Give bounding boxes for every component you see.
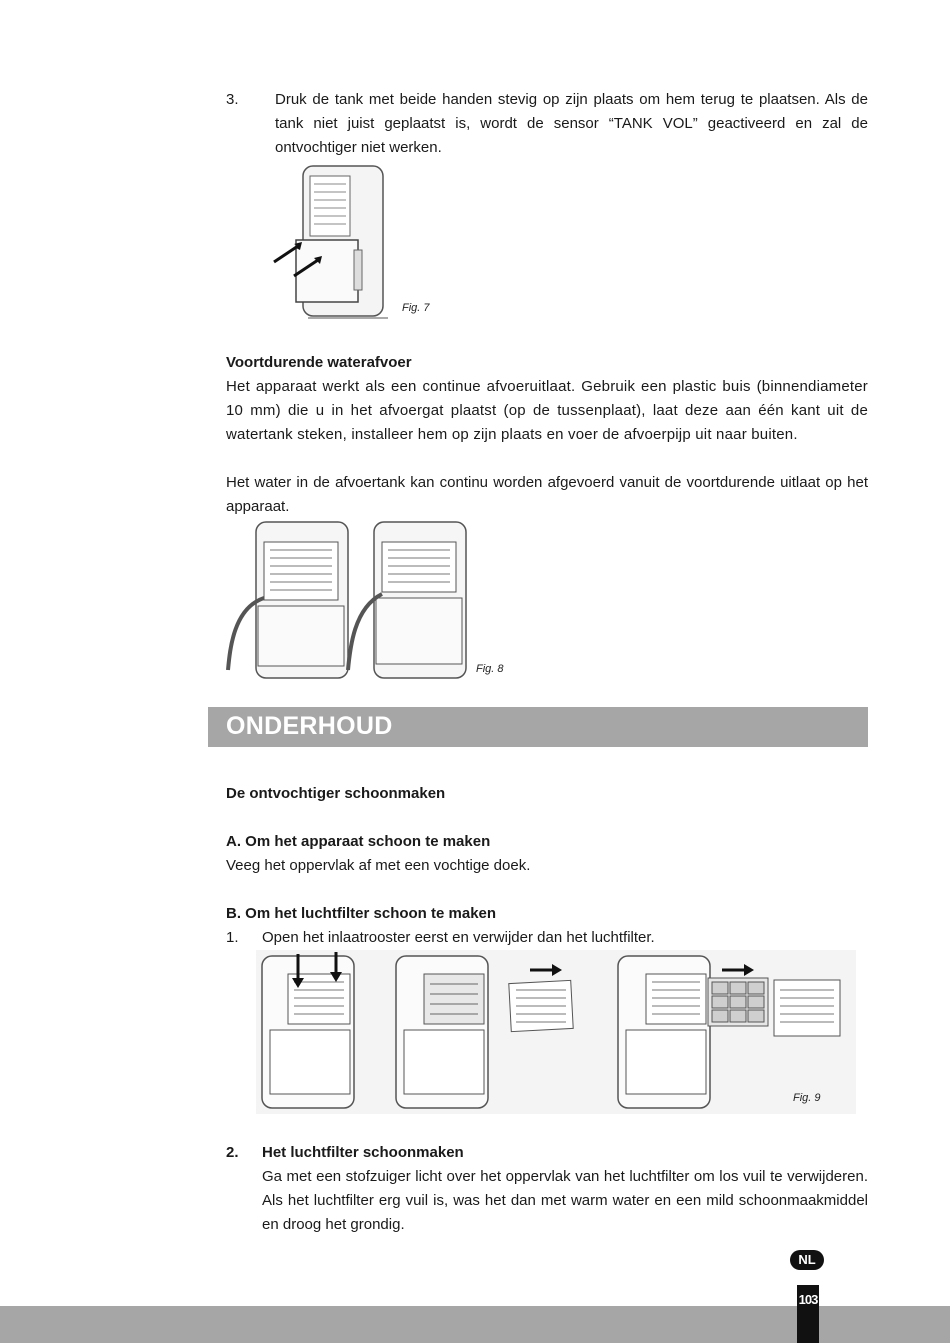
unit-right xyxy=(348,522,466,678)
drain-paragraph-1: Het apparaat werkt als een continue afvoeruitlaat. Gebruik een plastic buis (binnendiameter 10 mm) die u in het afvoergat plaatst (op de tussenplaat), laat deze aan één kant uit de watertank steken, installeer hem op zijn plaats en voer de afvoerpijp uit naar buiten. xyxy=(226,378,868,443)
section-header-bar xyxy=(208,707,868,747)
step-2-heading: Het luchtfilter schoonmaken xyxy=(262,1144,464,1161)
step-2-text: Ga met een stofzuiger licht over het oppervlak van het luchtfilter om los vuil te verwijderen. Als het luchtfilter erg vuil is, was het dan met warm water en een mild schoonmaakmiddel en droog het grondig. xyxy=(262,1168,868,1233)
unit-1 xyxy=(262,952,354,1108)
drain-heading: Voortdurende waterafvoer xyxy=(226,354,412,371)
section-title: ONDERHOUD xyxy=(226,712,393,740)
cleaning-heading: De ontvochtiger schoonmaken xyxy=(226,785,446,802)
figure-9-filter-removal xyxy=(256,950,856,1114)
step-number: 1. xyxy=(226,929,239,946)
figure-7-dehumidifier-tank xyxy=(268,162,398,324)
cleaning-a-text: Veeg het oppervlak af met een vochtige doek. xyxy=(226,857,531,874)
figure-7-caption: Fig. 7 xyxy=(402,302,430,314)
cleaning-b1-text: Open het inlaatrooster eerst en verwijder dan het luchtfilter. xyxy=(262,929,655,946)
cleaning-b-heading: B. Om het luchtfilter schoon te maken xyxy=(226,905,497,922)
cleaning-a-heading: A. Om het apparaat schoon te maken xyxy=(226,833,491,850)
unit-left xyxy=(228,522,348,678)
step-3-text: Druk de tank met beide handen stevig op zijn plaats om hem terug te plaatsen. Als de tank niet juist geplaatst is, wordt de sensor “TANK VOL” geactiveerd en zal de ontvochtiger niet werken. xyxy=(275,91,868,156)
figure-8-drain-hose xyxy=(224,518,474,682)
step-number: 3. xyxy=(226,91,239,108)
step-number: 2. xyxy=(226,1144,239,1161)
language-badge: NL xyxy=(790,1250,824,1270)
drain-paragraph-2: Het water in de afvoertank kan continu worden afgevoerd vanuit de voortdurende uitlaat op het apparaat. xyxy=(226,474,868,515)
figure-9-caption: Fig. 9 xyxy=(793,1092,821,1104)
figure-8-caption: Fig. 8 xyxy=(476,663,504,675)
page-number: 103 xyxy=(797,1285,819,1343)
